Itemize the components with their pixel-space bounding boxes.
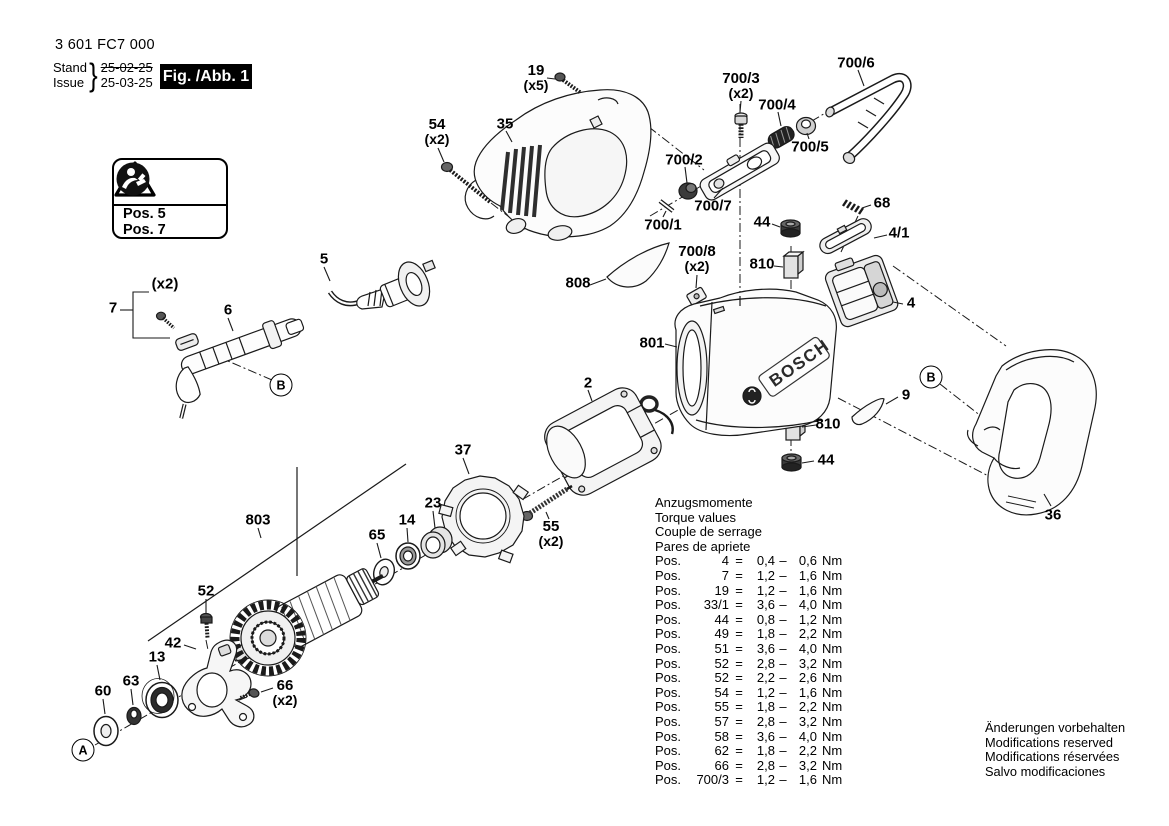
warning-box (112, 158, 228, 239)
callout-36: 36 (1044, 506, 1062, 524)
armature (214, 556, 395, 681)
label-panel-9 (852, 399, 884, 425)
torque-row: Pos. 52 = 2,8 – 3,2 Nm (655, 655, 843, 671)
warning-pos-line: Pos. 7 (123, 221, 166, 238)
callout-37: 37 (454, 441, 472, 459)
callout-7-qty: (x2) (151, 275, 179, 293)
callout-63: 63 (122, 672, 140, 690)
washer-65 (370, 557, 397, 588)
callout-801: 801 (639, 334, 665, 352)
torque-row: Pos. 4 = 0,4 – 0,6 Nm (655, 553, 843, 569)
callout-700-5: 700/5 (791, 138, 829, 156)
brace-glyph: } (89, 56, 98, 93)
torque-title: Torque values (655, 509, 736, 525)
figure-caption: Fig. /Abb. 1 (160, 64, 252, 89)
callout-42: 42 (164, 634, 182, 652)
callout-23: 23 (424, 494, 442, 512)
callout-52: 52 (197, 582, 215, 600)
callout-55: 55 (x2) (538, 518, 564, 549)
aux-handle-plate-700-7 (695, 136, 782, 202)
modifications-line: Modifications reserved (985, 734, 1114, 750)
torque-row: Pos. 700/3 = 1,2 – 1,6 Nm (655, 772, 843, 788)
cover-4-1 (816, 214, 874, 256)
callout-13: 13 (148, 648, 166, 666)
callout-5: 5 (319, 250, 329, 268)
label-panel-808 (607, 243, 669, 287)
brush-cap-44-bottom (782, 454, 801, 471)
torque-row: Pos. 54 = 1,2 – 1,6 Nm (655, 684, 843, 700)
torque-row: Pos. 44 = 0,8 – 1,2 Nm (655, 611, 843, 627)
torque-row: Pos. 33/1 = 3,6 – 4,0 Nm (655, 597, 843, 613)
torque-row: Pos. 49 = 1,8 – 2,2 Nm (655, 626, 843, 642)
callout-700-6: 700/6 (837, 54, 875, 72)
type-number: 3 601 FC7 000 (55, 37, 155, 53)
aux-handle-ring-700-5 (797, 118, 816, 135)
modifications-line: Modifications réservées (985, 749, 1120, 765)
callout-54: 54 (x2) (424, 116, 450, 147)
callout-700-4: 700/4 (758, 96, 796, 114)
power-cord-plug (330, 257, 436, 310)
callout-803: 803 (245, 511, 271, 529)
callout-14: 14 (398, 511, 416, 529)
callout-810-top: 810 (749, 255, 775, 273)
torque-title: Anzugsmomente (655, 495, 753, 510)
callout-35: 35 (496, 115, 514, 133)
issue-label: Issue (53, 75, 85, 90)
callout-7: 7 (108, 299, 118, 317)
screw-19 (555, 73, 581, 93)
carbon-brush-810-top (784, 252, 803, 278)
callout-44-bottom: 44 (817, 451, 835, 469)
spring-68 (843, 200, 863, 214)
callout-66: 66 (x2) (272, 677, 298, 708)
callout-4: 4 (906, 294, 916, 312)
torque-title: Couple de serrage (655, 524, 762, 540)
aux-handle-bolt-700-3 (735, 113, 747, 138)
stand-date: 25-02-25 (100, 60, 153, 75)
gear-housing (465, 90, 651, 243)
view-marker-a: A (72, 739, 95, 762)
bearing-13 (142, 679, 178, 718)
issue-date: 25-03-25 (100, 75, 153, 90)
brush-cap-44-top (781, 220, 800, 237)
torque-row: Pos. 58 = 3,6 – 4,0 Nm (655, 728, 843, 744)
callout-700-7: 700/7 (694, 197, 732, 215)
view-marker-b-left: B (270, 374, 293, 397)
torque-rows (655, 554, 842, 788)
washer-63 (127, 708, 141, 725)
callout-808: 808 (565, 274, 591, 292)
torque-table (655, 496, 842, 788)
torque-row: Pos. 57 = 2,8 – 3,2 Nm (655, 713, 843, 729)
bearing-14 (396, 543, 420, 569)
torque-row: Pos. 52 = 2,2 – 2,6 Nm (655, 670, 843, 686)
torque-title: Pares de apriete (655, 538, 751, 554)
torque-row: Pos. 55 = 1,8 – 2,2 Nm (655, 699, 843, 715)
callout-2: 2 (583, 374, 593, 392)
callout-65: 65 (368, 526, 386, 544)
callout-700-3: 700/3 (x2) (722, 70, 760, 101)
view-marker-b-right: B (920, 366, 943, 389)
modifications-line: Änderungen vorbehalten (985, 720, 1126, 735)
cable-sleeve (160, 311, 318, 418)
read-manual-icon (114, 160, 152, 198)
callout-810-bottom: 810 (815, 415, 841, 433)
stand-label: Stand (53, 60, 87, 75)
screw-55 (522, 486, 573, 521)
modifications-line: Salvo modificaciones (985, 763, 1106, 779)
callout-700-8: 700/8 (x2) (678, 243, 716, 274)
modifications-note (985, 721, 1125, 779)
callout-68: 68 (873, 194, 891, 212)
washer-60 (94, 717, 118, 746)
fan-baffle-37 (439, 476, 528, 563)
clamp-and-screw-7 (120, 292, 199, 351)
callout-60: 60 (94, 682, 112, 700)
callout-6: 6 (223, 301, 233, 319)
spacer-ring-23 (421, 527, 452, 558)
callout-700-1: 700/1 (644, 216, 682, 234)
torque-row: Pos. 7 = 1,2 – 1,6 Nm (655, 567, 843, 583)
handle-housing (967, 350, 1096, 515)
motor-housing (675, 289, 836, 435)
torque-row: Pos. 51 = 3,6 – 4,0 Nm (655, 640, 843, 656)
callout-44-top: 44 (753, 213, 771, 231)
bosch-logo-text: BOSCH (765, 335, 834, 391)
field-stator (539, 382, 673, 501)
callout-19: 19 (x5) (523, 62, 549, 93)
torque-row: Pos. 66 = 2,8 – 3,2 Nm (655, 757, 843, 773)
callout-700-2: 700/2 (665, 151, 703, 169)
callout-9: 9 (901, 386, 911, 404)
aux-handle-bar-700-6 (824, 77, 907, 165)
torque-row: Pos. 19 = 1,2 – 1,6 Nm (655, 582, 843, 598)
torque-row: Pos. 62 = 1,8 – 2,2 Nm (655, 743, 843, 759)
warning-pos-line: Pos. 5 (123, 206, 166, 222)
callout-4-1: 4/1 (888, 224, 910, 242)
revision-block (53, 56, 153, 93)
screw-52 (201, 614, 213, 639)
